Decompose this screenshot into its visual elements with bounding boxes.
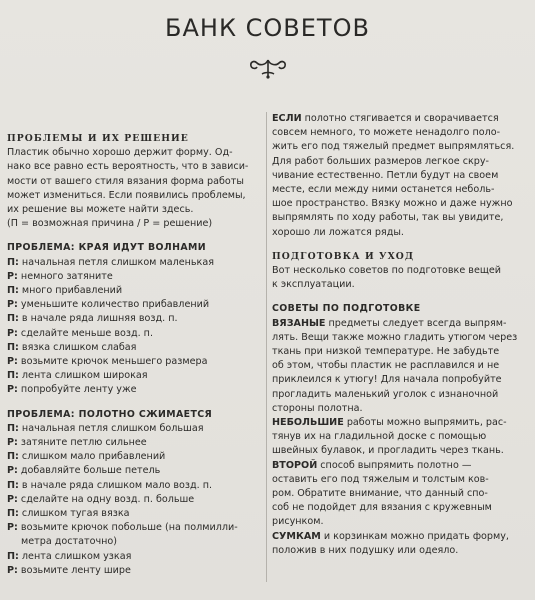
page-title: БАНК СОВЕТОВ bbox=[165, 14, 370, 42]
list-item: Р: возьмите крючок побольше (на полмилли- bbox=[7, 522, 238, 534]
intro-paragraph bbox=[7, 146, 259, 231]
text-line: (П = возможная причина / Р = решение) bbox=[7, 218, 213, 230]
list-item: П: много прибавлений bbox=[7, 285, 123, 297]
tips-heading: СОВЕТЫ ПО ПОДГОТОВКЕ bbox=[272, 303, 421, 315]
column-divider bbox=[266, 112, 267, 582]
problems-heading: ПРОБЛЕМЫ И ИХ РЕШЕНИЕ bbox=[7, 133, 189, 144]
right-column bbox=[272, 112, 530, 558]
problem2-heading: ПРОБЛЕМА: ПОЛОТНО СЖИМАЕТСЯ bbox=[7, 408, 213, 420]
list-item: П: слишком тугая вязка bbox=[7, 508, 130, 520]
text-line: нако все равно есть вероятность, что в зависи- bbox=[7, 161, 249, 173]
text-line: мости от вашего стиля вязания форма работы bbox=[7, 175, 244, 187]
problem2-list bbox=[7, 422, 259, 578]
care-heading: ПОДГОТОВКА И УХОД bbox=[272, 250, 415, 262]
list-item: Р: попробуйте ленту уже bbox=[7, 384, 137, 396]
text-line: их решение вы можете найти здесь. bbox=[7, 204, 194, 216]
ornament-icon bbox=[246, 56, 290, 80]
list-item: метра достаточно) bbox=[21, 536, 118, 548]
list-item: Р: возьмите ленту шире bbox=[7, 564, 131, 576]
list-item: Р: уменьшите количество прибавлений bbox=[7, 299, 210, 311]
list-item: П: в начале ряда лишняя возд. п. bbox=[7, 313, 178, 325]
list-item: П: лента слишком узкая bbox=[7, 550, 132, 562]
problem1-heading: ПРОБЛЕМА: КРАЯ ИДУТ ВОЛНАМИ bbox=[7, 242, 206, 254]
list-item: П: в начале ряда слишком мало возд. п. bbox=[7, 479, 213, 491]
tips-paragraph-3: ВТОРОЙ способ выпрямить полотно — оставить его под тяжелым и толстым ков- ром. Обратите внимание, что данный спо- соб не подойдет для вязания с кружевным рисунком. bbox=[272, 459, 492, 528]
left-column bbox=[7, 132, 259, 578]
tips-paragraph-1: ВЯЗАНЫЕ предметы следует всегда выпрям- лять. Вещи также можно гладить утюгом через ткань при низкой температуре. Не забудьте об этом, чтобы пластик не расплавился и не приклеился к утюгу! Для начала попробуйте прогладить маленький уголок с изнаночной стороны полотна. bbox=[272, 317, 518, 414]
problem1-list bbox=[7, 256, 259, 398]
list-item: П: начальная петля слишком большая bbox=[7, 422, 204, 434]
list-item: Р: немного затяните bbox=[7, 270, 113, 282]
text-line: к эксплуатации. bbox=[272, 279, 355, 291]
list-item: П: слишком мало прибавлений bbox=[7, 451, 166, 463]
list-item: П: начальная петля слишком маленькая bbox=[7, 256, 214, 268]
tips-paragraph-4: СУМКАМ и корзинкам можно придать форму, положив в них подушку или одеяло. bbox=[272, 530, 509, 556]
if-paragraph: ЕСЛИ полотно стягивается и сворачивается совсем немного, то можете ненадолго поло- жить его под тяжелый предмет выпрямляться. Для работ больших размеров легкое скру- чивание естественно. Петли будут на своем месте, если между ними останется неболь- шое пространство. Вязку можно и даже нужно выпрямлять по ходу работы, так вы увидите, хорошо ли ложатся ряды. bbox=[272, 113, 515, 238]
list-item: П: вязка слишком слабая bbox=[7, 341, 137, 353]
text-line: Пластик обычно хорошо держит форму. Од- bbox=[7, 147, 233, 159]
list-item: Р: сделайте меньше возд. п. bbox=[7, 327, 153, 339]
tips-paragraph-2: НЕБОЛЬШИЕ работы можно выпрямить, рас- тянув их на гладильной доске с помощью швейных булавок, и прогладить через ткань. bbox=[272, 417, 507, 457]
list-item: П: лента слишком широкая bbox=[7, 370, 148, 382]
list-item: Р: затяните петлю сильнее bbox=[7, 437, 147, 449]
text-line: может измениться. Если появились проблемы, bbox=[7, 189, 246, 201]
list-item: Р: добавляйте больше петель bbox=[7, 465, 161, 477]
text-line: Вот несколько советов по подготовке вещей bbox=[272, 265, 502, 277]
list-item: Р: возьмите крючок меньшего размера bbox=[7, 356, 208, 368]
list-item: Р: сделайте на одну возд. п. больше bbox=[7, 493, 195, 505]
